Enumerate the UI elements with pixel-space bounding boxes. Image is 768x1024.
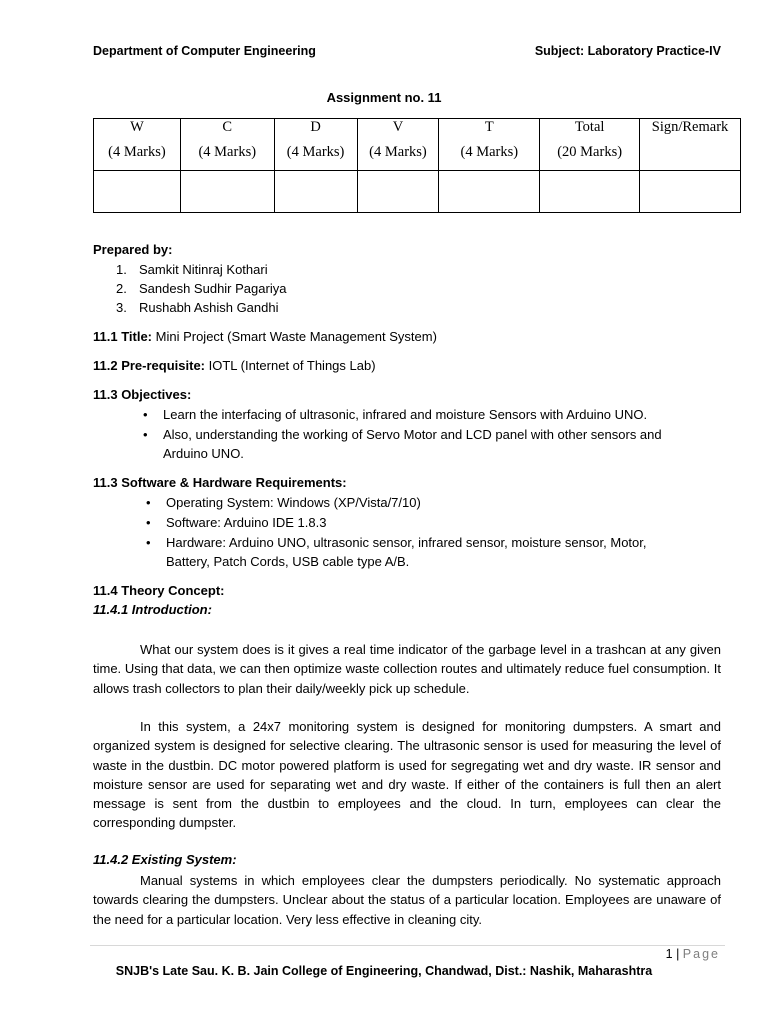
marks-header-cell xyxy=(357,119,439,171)
col-letter: Total xyxy=(574,119,605,135)
marks-entry-cell xyxy=(180,171,274,213)
col-letter: W xyxy=(130,119,144,135)
marks-header-cell xyxy=(94,119,181,171)
assignment-title: Assignment no. 11 xyxy=(326,90,442,105)
marks-table xyxy=(93,118,741,213)
objective-item: Also, understanding the working of Servo Motor and LCD panel with other sensors and xyxy=(163,427,662,442)
intro-paragraph-2: In this system, a 24x7 monitoring system is designed for monitoring dumpsters. A smart and organized system is designed for selective clearing. The ultrasonic sensor is used for measuring the level of waste in the dustbin. DC motor powered platform is used for segregating wet and dry waste. IR sensor and moisture sensor are used for separating wet and dry waste. If either of the containers is full then an alert message is sent from the dustbin to employees and the cloud. In turn, employees can clear the corresponding dumpster. xyxy=(93,719,721,831)
list-number: 3. xyxy=(116,300,127,315)
title-line xyxy=(93,329,437,344)
col-marks: (4 Marks) xyxy=(369,144,427,160)
marks-entry-row xyxy=(94,171,741,213)
requirements-label: 11.3 Software & Hardware Requirements: xyxy=(93,475,347,490)
prepared-by-label: Prepared by: xyxy=(93,242,173,257)
intro-paragraph-1: What our system does is it gives a real time indicator of the garbage level in a trashcan at any given time. Using that data, we can then optimize waste collection routes and ultimately reduce fuel consumption. It allows trash collectors to plan their daily/weekly pick up schedule. xyxy=(93,642,721,696)
bullet-dot: • xyxy=(146,495,151,510)
col-letter: Sign/Remark xyxy=(651,119,729,135)
author-name: Rushabh Ashish Gandhi xyxy=(139,300,279,315)
col-marks: (4 Marks) xyxy=(286,144,345,160)
col-marks: (4 Marks) xyxy=(460,144,519,160)
objective-item: Learn the interfacing of ultrasonic, infrared and moisture Sensors with Arduino UNO. xyxy=(163,407,648,422)
col-letter: T xyxy=(484,119,494,135)
marks-header-cell xyxy=(439,119,540,171)
section-label: 11.1 Title: xyxy=(93,329,153,344)
marks-entry-cell xyxy=(540,171,640,213)
introduction-label: 11.4.1 Introduction: xyxy=(93,602,212,617)
bullet-dot: • xyxy=(143,427,148,442)
footer-college-name: SNJB's Late Sau. K. B. Jain College of Engineering, Chandwad, Dist.: Nashik, Maharashtra xyxy=(115,964,653,978)
list-number: 2. xyxy=(116,281,127,296)
requirement-item: Hardware: Arduino UNO, ultrasonic sensor, infrared sensor, moisture sensor, Motor, xyxy=(166,535,647,550)
requirement-item: Operating System: Windows (XP/Vista/7/10) xyxy=(166,495,421,510)
col-letter: V xyxy=(392,119,404,135)
author-name: Sandesh Sudhir Pagariya xyxy=(139,281,287,296)
col-marks: (4 Marks) xyxy=(108,144,166,160)
marks-entry-cell xyxy=(439,171,540,213)
page-number-value: 1 xyxy=(665,947,673,961)
marks-entry-cell xyxy=(357,171,439,213)
department-header: Department of Computer Engineering xyxy=(93,44,316,58)
col-marks: (20 Marks) xyxy=(557,144,623,160)
section-text: Mini Project (Smart Waste Management System) xyxy=(152,329,437,344)
section-text: IOTL (Internet of Things Lab) xyxy=(205,358,376,373)
col-letter: D xyxy=(310,119,321,135)
col-marks: (4 Marks) xyxy=(198,144,257,160)
section-label: 11.2 Pre-requisite: xyxy=(93,358,205,373)
existing-system-paragraph: Manual systems in which employees clear the dumpsters periodically. No systematic approach towards clearing the dumpsters. Unclear about the status of a particular location. Employees are unaware of the need for a particular location. Very less effective in cleaning city. xyxy=(93,873,721,927)
page-separator: | xyxy=(672,947,683,961)
objectives-label: 11.3 Objectives: xyxy=(93,387,192,402)
requirement-item-cont: Battery, Patch Cords, USB cable type A/B. xyxy=(166,554,410,569)
theory-label: 11.4 Theory Concept: xyxy=(93,583,225,598)
list-number: 1. xyxy=(116,262,127,277)
bullet-dot: • xyxy=(143,407,148,422)
author-name: Samkit Nitinraj Kothari xyxy=(139,262,268,277)
subject-header: Subject: Laboratory Practice-IV xyxy=(534,44,721,58)
marks-header-cell xyxy=(640,119,741,171)
objective-item-cont: Arduino UNO. xyxy=(163,446,244,461)
requirement-item: Software: Arduino IDE 1.8.3 xyxy=(166,515,327,530)
col-letter: C xyxy=(222,119,233,135)
marks-header-cell xyxy=(274,119,357,171)
marks-header-row xyxy=(94,119,741,171)
bullet-dot: • xyxy=(146,535,151,550)
prereq-line xyxy=(93,358,376,373)
bullet-dot: • xyxy=(146,515,151,530)
marks-header-cell xyxy=(180,119,274,171)
footer-divider xyxy=(90,945,725,946)
marks-entry-cell xyxy=(640,171,741,213)
marks-header-cell xyxy=(540,119,640,171)
marks-entry-cell xyxy=(274,171,357,213)
existing-system-label: 11.4.2 Existing System: xyxy=(93,852,237,867)
page-word: Page xyxy=(682,947,720,961)
marks-entry-cell xyxy=(94,171,181,213)
page-number xyxy=(666,947,720,961)
